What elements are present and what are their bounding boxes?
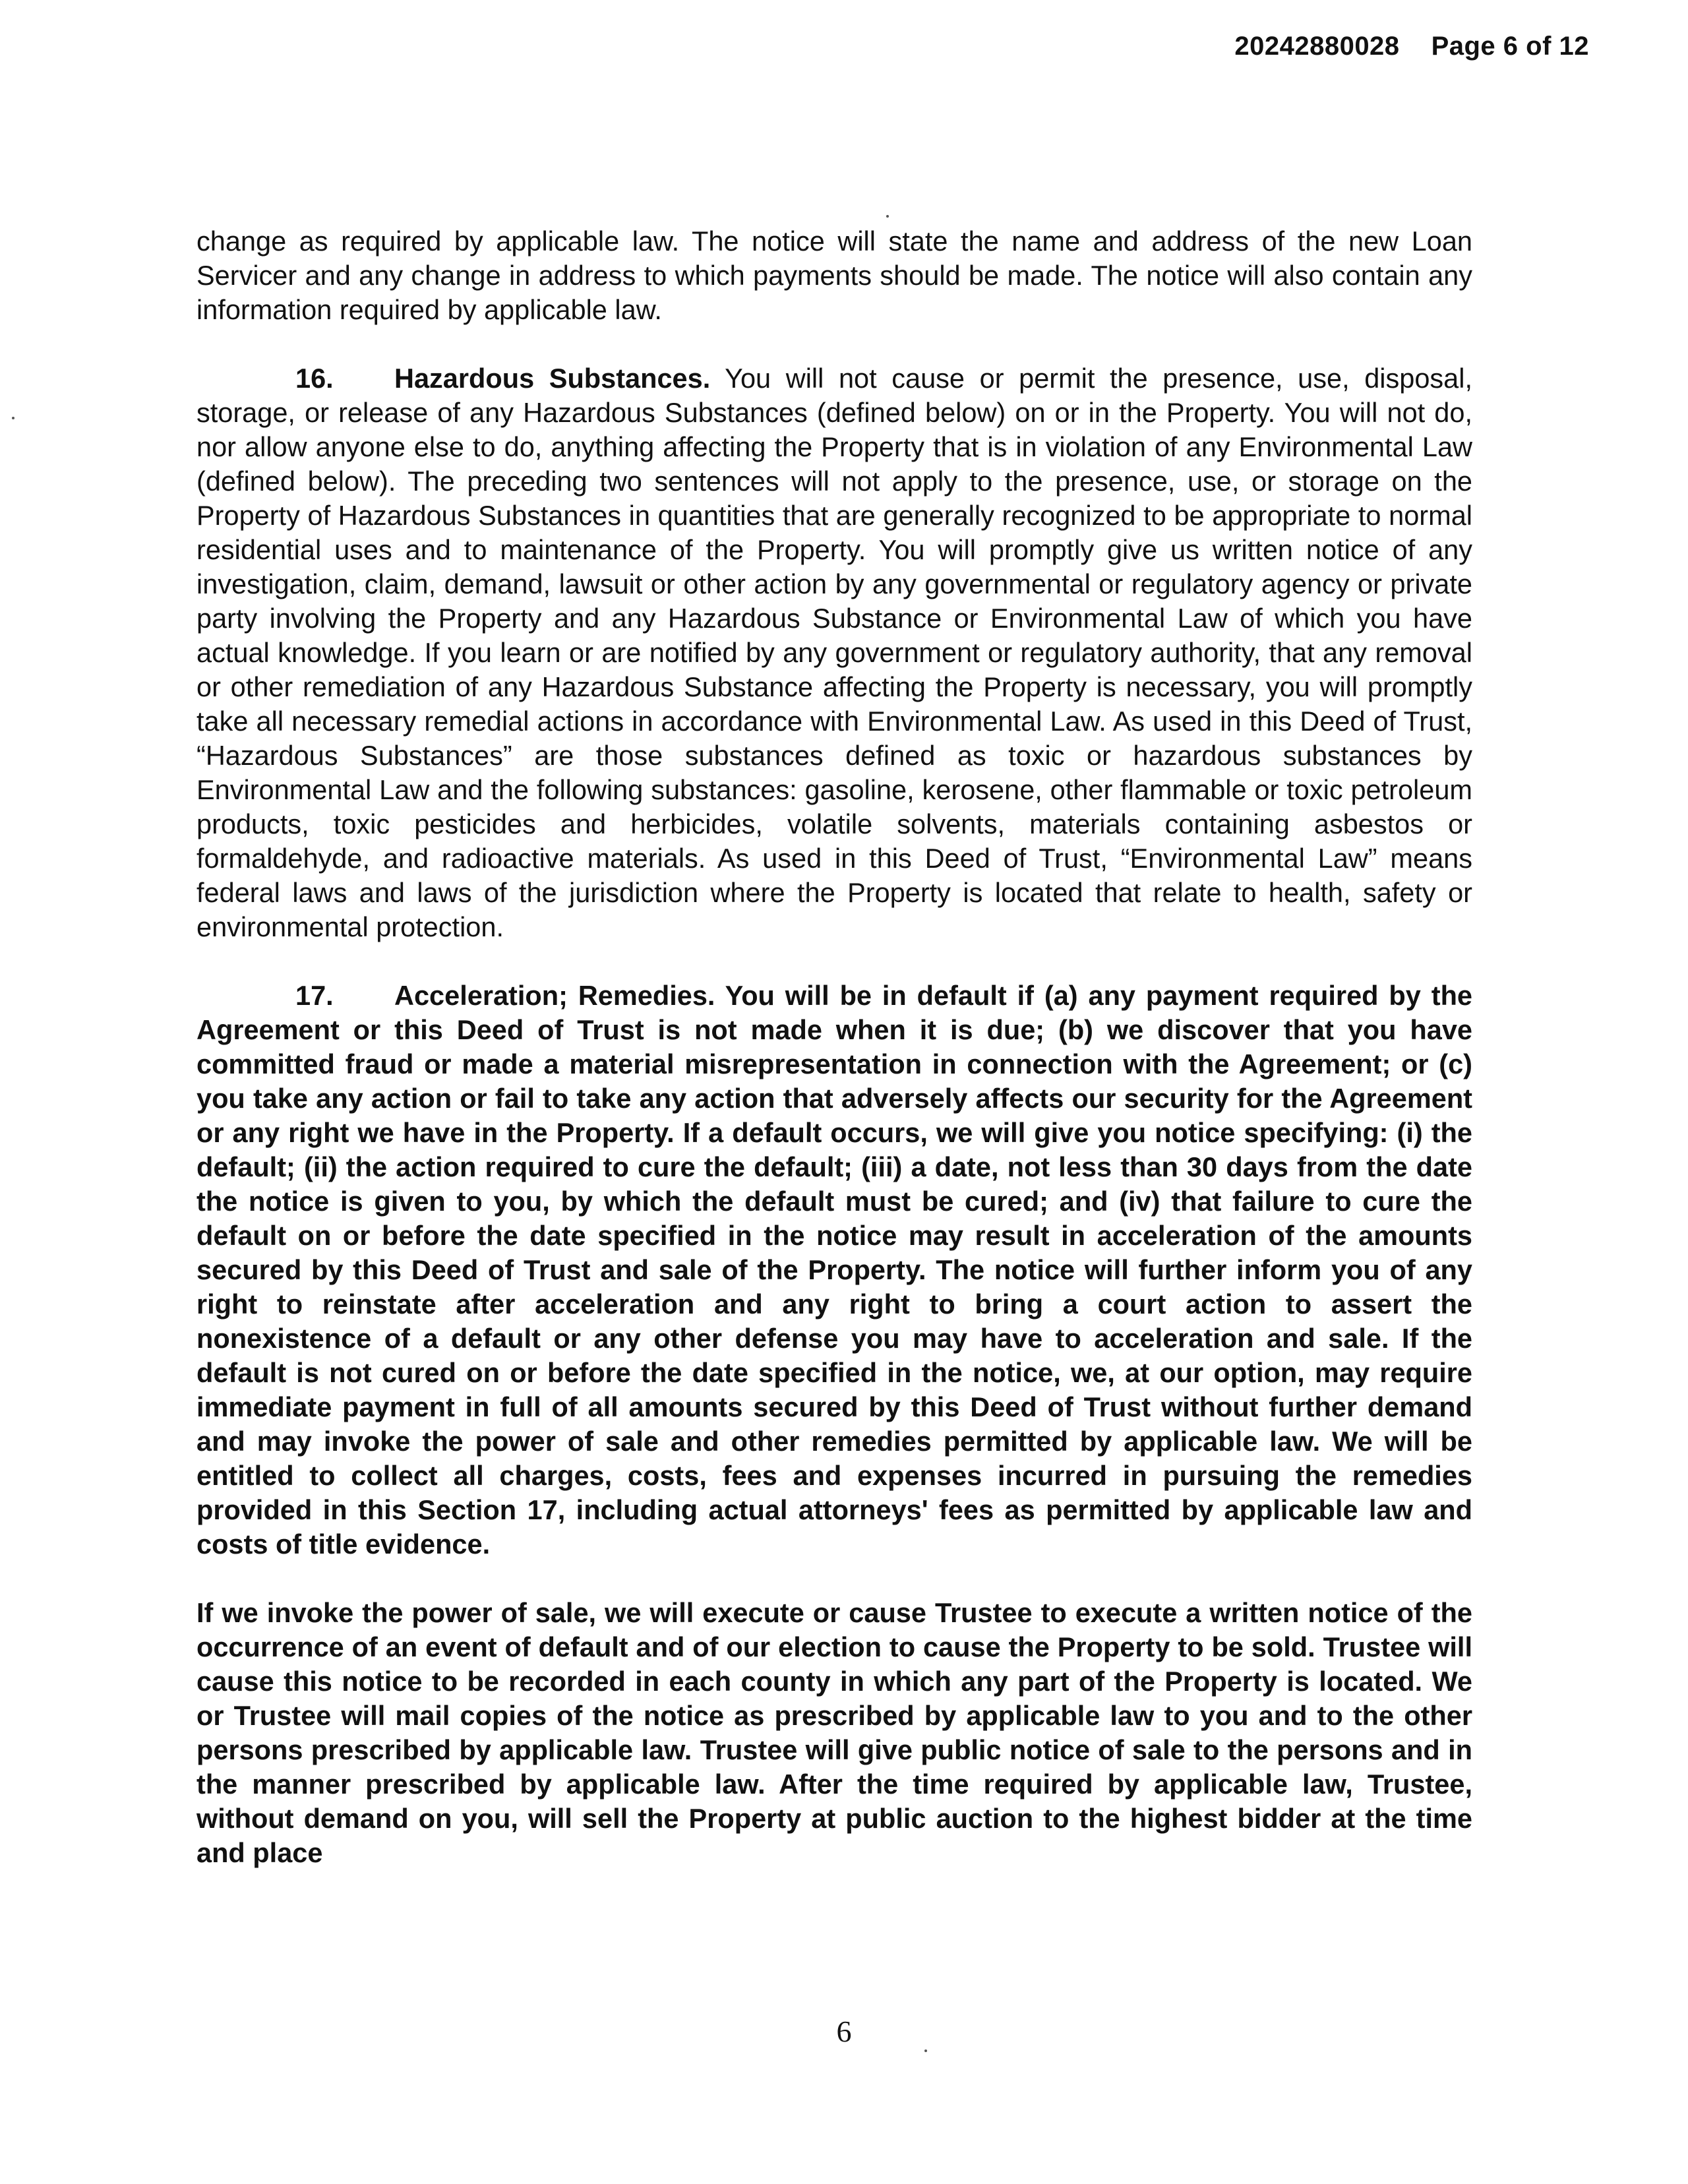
page-number: 6	[836, 2015, 852, 2048]
section-17-paragraph	[196, 979, 1472, 1562]
page-header	[1234, 32, 1589, 61]
document-number: 20242880028	[1234, 32, 1400, 61]
section-17-title: Acceleration; Remedies.	[394, 980, 715, 1011]
section-16-title: Hazardous Substances.	[394, 363, 711, 394]
power-of-sale-paragraph: If we invoke the power of sale, we will execute or cause Trustee to execute a written notice of the occurrence of an event of default and of our election to cause the Property to be sold. Trustee will cause this notice to be recorded in each county in which any part of the Property is located. We or Trustee will mail copies of the notice as prescribed by applicable law to you and to the other persons prescribed by applicable law. Trustee will give public notice of sale to the persons and in the manner prescribed by applicable law. After the time required by applicable law, Trustee, without demand on you, will sell the Property at public auction to the highest bidder at the time and place	[196, 1597, 1472, 1868]
section-16-paragraph	[196, 361, 1472, 944]
document-body	[196, 224, 1472, 1870]
section-16-number: 16.	[295, 363, 334, 394]
scan-speck	[886, 215, 889, 218]
scan-speck	[924, 2049, 927, 2052]
section-16-body: You will not cause or permit the presence, use, disposal, storage, or release of any Hazardous Substances (defined below) on or in the Property. You will not do, nor allow anyone else to do, anything affecting the Property that is in violation of any Environmental Law (defined below). The preceding two sentences will not apply to the presence, use, or storage on the Property of Hazardous Substances in quantities that are generally recognized to be appropriate to normal residential uses and to maintenance of the Property. You will promptly give us written notice of any investigation, claim, demand, lawsuit or other action by any governmental or regulatory agency or private party involving the Property and any Hazardous Substance or Environmental Law of which you have actual knowledge. If you learn or are notified by any government or regulatory authority, that any removal or other remediation of any Hazardous Substance affecting the Property is necessary, you will promptly take all necessary remedial actions in accordance with Environmental Law. As used in this Deed of Trust, “Hazardous Substances” are those substances defined as toxic or hazardous substances by Environmental Law and the following substances: gasoline, kerosene, other flammable or toxic petroleum products, toxic pesticides and herbicides, volatile solvents, materials containing asbestos or formaldehyde, and radioactive materials. As used in this Deed of Trust, “Environmental Law” means federal laws and laws of the jurisdiction where the Property is located that relate to health, safety or environmental protection.	[196, 363, 1472, 942]
page-label: Page 6 of 12	[1431, 32, 1589, 61]
scan-speck	[12, 417, 15, 419]
section-17-body: You will be in default if (a) any payment required by the Agreement or this Deed of Trust is not made when it is due; (b) we discover that you have committed fraud or made a material misrepresentation in connection with the Agreement; or (c) you take any action or fail to take any action that adversely affects our security for the Agreement or any right we have in the Property. If a default occurs, we will give you notice specifying: (i) the default; (ii) the action required to cure the default; (iii) a date, not less than 30 days from the date the notice is given to you, by which the default must be cured; and (iv) that failure to cure the default on or before the date specified in the notice may result in acceleration of the amounts secured by this Deed of Trust and sale of the Property. The notice will further inform you of any right to reinstate after acceleration and any right to bring a court action to assert the nonexistence of a default or any other defense you may have to acceleration and sale. If the default is not cured on or before the date specified in the notice, we, at our option, may require immediate payment in full of all amounts secured by this Deed of Trust without further demand and may invoke the power of sale and other remedies permitted by applicable law. We will be entitled to collect all charges, costs, fees and expenses incurred in pursuing the remedies provided in this Section 17, including actual attorneys' fees as permitted by applicable law and costs of title evidence.	[196, 980, 1472, 1560]
section-17-number: 17.	[295, 980, 334, 1011]
continuation-paragraph: change as required by applicable law. The notice will state the name and address of the new Loan Servicer and any change in address to which payments should be made. The notice will also contain any information required by applicable law.	[196, 226, 1472, 325]
